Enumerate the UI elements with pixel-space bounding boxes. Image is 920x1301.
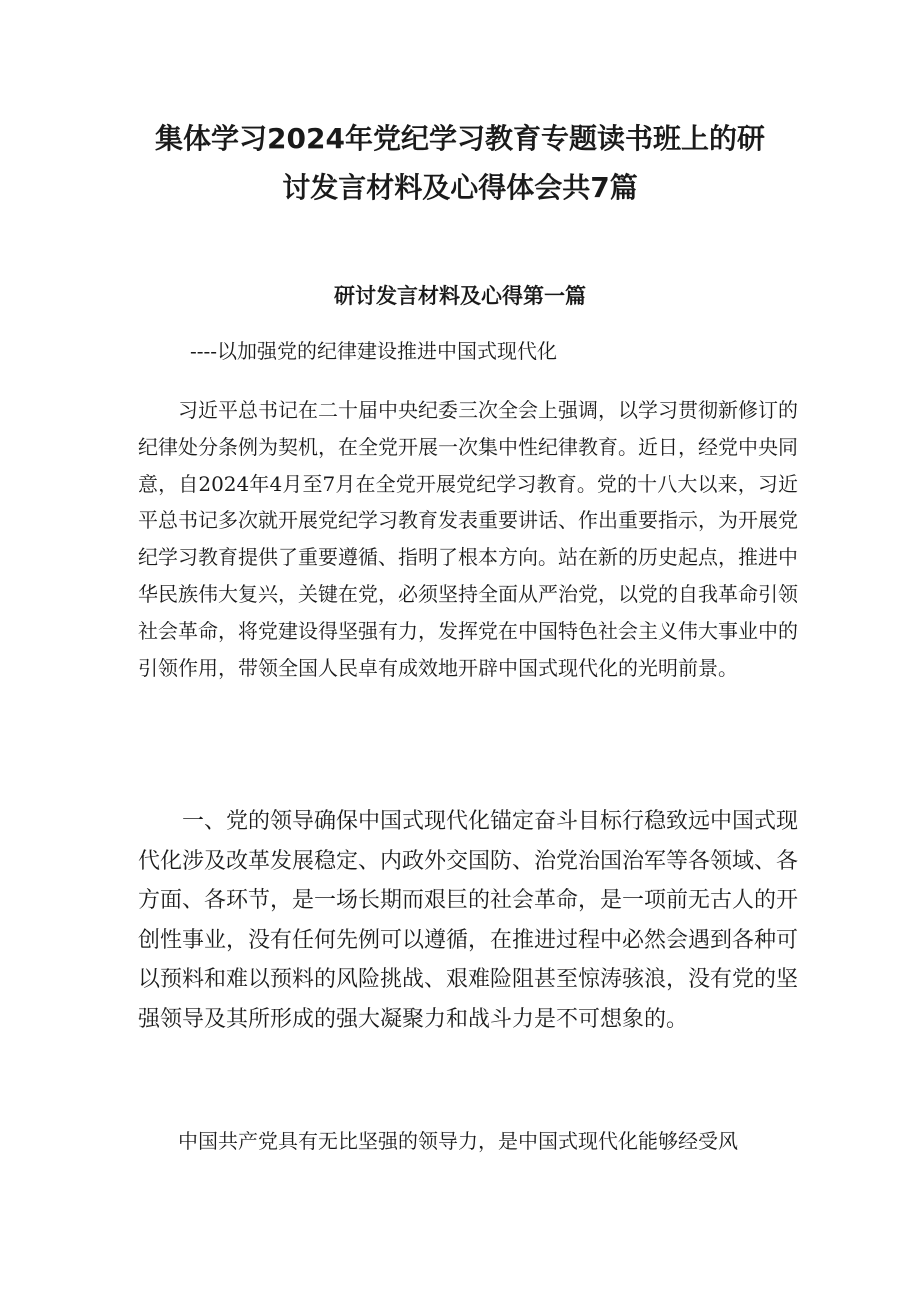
paragraph-body: 中国共产党具有无比坚强的领导力，是中国式现代化能够经受风 (178, 1129, 738, 1153)
document-title-line-1: 集体学习2024年党纪学习教育专题读书班上的研 (155, 122, 765, 155)
section-title: 研讨发言材料及心得第一篇 (334, 284, 586, 308)
paragraph-heading-one: 一、党的领导确保中国式现代化锚定奋斗目标行稳致远中国式现代化涉及改革发展稳定、内政外交国防、治党治国治军等各领域、各方面、各环节，是一场长期而艰巨的社会革命，是一项前无古人的开创性事业，没有任何先例可以遵循，在推进过程中必然会遇到各种可以预料和难以预料的风险挑战、艰难险阻甚至惊涛骇浪，没有党的坚强领导及其所形成的强大凝聚力和战斗力是不可想象的。 (138, 809, 799, 1032)
section-subtitle: ----以加强党的纪律建设推进中国式现代化 (190, 339, 558, 363)
paragraph-intro: 习近平总书记在二十届中央纪委三次全会上强调，以学习贯彻新修订的纪律处分条例为契机，在全党开展一次集中性纪律教育。近日，经党中央同意，自2024年4月至7月在全党开展党纪学习教育。党的十八大以来，习近平总书记多次就开展党纪学习教育发表重要讲话、作出重要指示，为开展党纪学习教育提供了重要遵循、指明了根本方向。站在新的历史起点，推进中华民族伟大复兴，关键在党，必须坚持全面从严治党，以党的自我革命引领社会革命，将党建设得坚强有力，发挥党在中国特色社会主义伟大事业中的引领作用，带领全国人民卓有成效地开辟中国式现代化的光明前景。 (138, 398, 798, 680)
document-title-line-2: 讨发言材料及心得体会共7篇 (282, 171, 638, 204)
